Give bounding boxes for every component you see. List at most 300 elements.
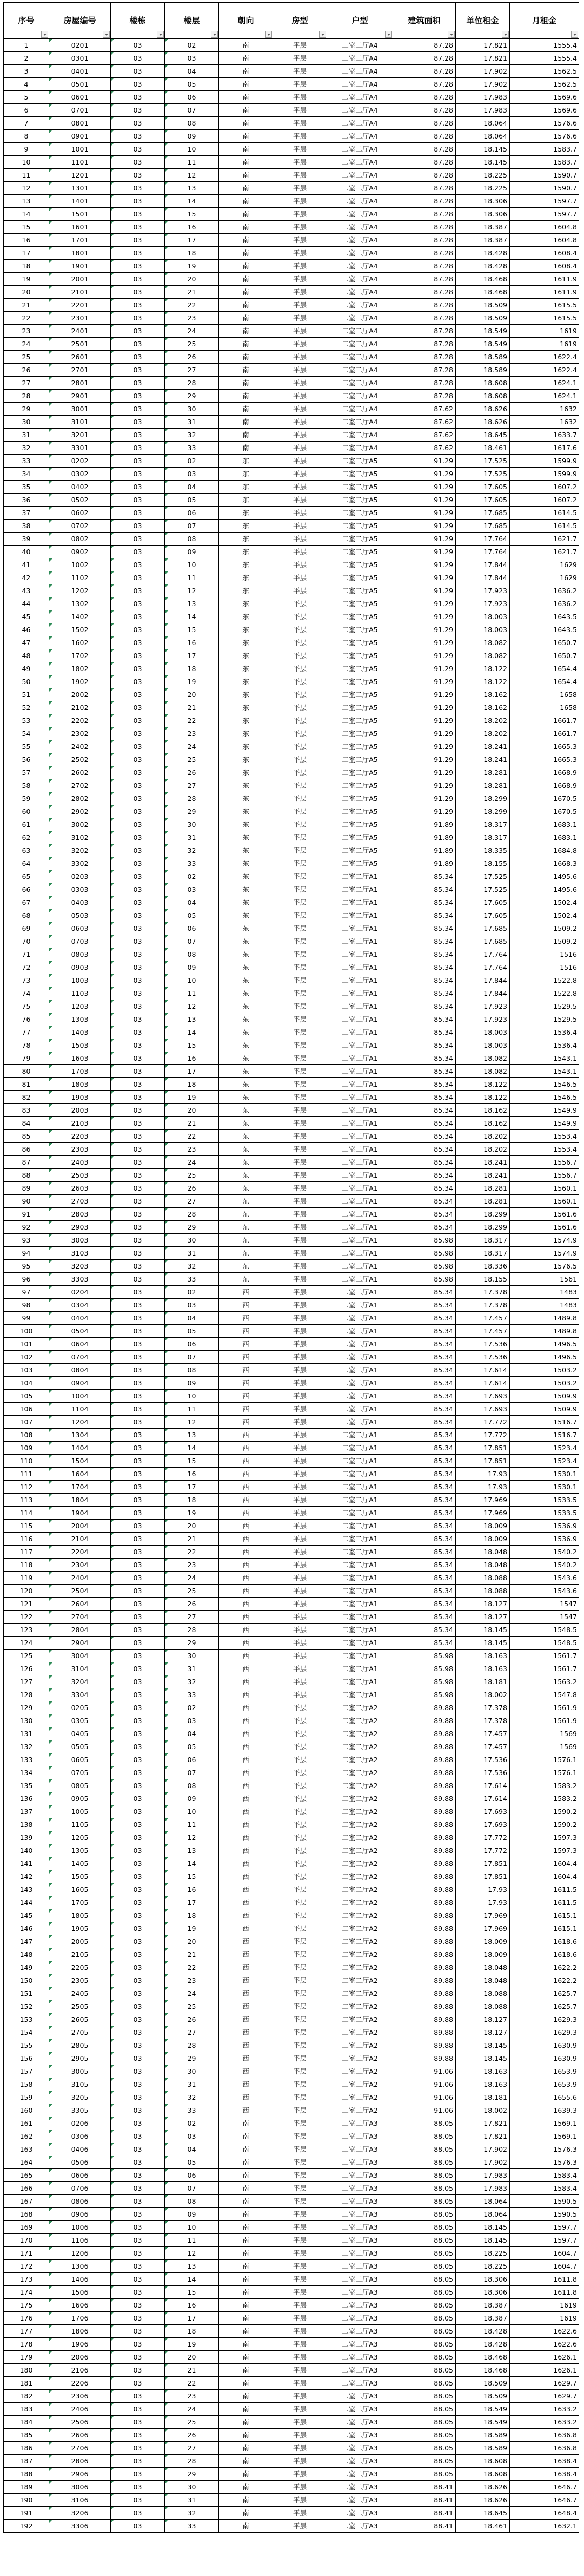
cell-building[interactable]: 03: [111, 1143, 165, 1156]
cell-room-no[interactable]: 2203: [49, 1130, 111, 1143]
cell-room-no[interactable]: 0401: [49, 65, 111, 78]
cell-unit-rent[interactable]: 18.468: [456, 286, 510, 299]
cell-unit-rent[interactable]: 17.764: [456, 961, 510, 974]
cell-seq[interactable]: 48: [4, 649, 49, 662]
cell-orientation[interactable]: 东: [219, 701, 273, 714]
cell-room-type[interactable]: 平层: [273, 481, 327, 494]
cell-floor[interactable]: 25: [165, 1585, 219, 1598]
cell-unit-rent[interactable]: 18.009: [456, 1935, 510, 1948]
cell-orientation[interactable]: 西: [219, 1611, 273, 1624]
cell-building[interactable]: 03: [111, 1468, 165, 1481]
cell-monthly-rent[interactable]: 1516: [510, 961, 579, 974]
cell-room-no[interactable]: 0803: [49, 948, 111, 961]
cell-orientation[interactable]: 西: [219, 1364, 273, 1377]
cell-room-type[interactable]: 平层: [273, 2117, 327, 2130]
cell-unit-rent[interactable]: 18.509: [456, 2377, 510, 2390]
cell-orientation[interactable]: 东: [219, 1026, 273, 1039]
cell-seq[interactable]: 192: [4, 2520, 49, 2533]
cell-monthly-rent[interactable]: 1643.5: [510, 623, 579, 636]
cell-room-type[interactable]: 平层: [273, 117, 327, 130]
cell-area[interactable]: 85.34: [393, 1455, 456, 1468]
cell-seq[interactable]: 4: [4, 78, 49, 91]
cell-area[interactable]: 88.41: [393, 2520, 456, 2533]
cell-building[interactable]: 03: [111, 831, 165, 844]
cell-orientation[interactable]: 西: [219, 1948, 273, 1961]
cell-floor[interactable]: 20: [165, 1520, 219, 1533]
cell-area[interactable]: 85.98: [393, 1273, 456, 1286]
cell-layout[interactable]: 二室二厅A5: [327, 494, 393, 507]
cell-room-no[interactable]: 0902: [49, 546, 111, 558]
cell-room-no[interactable]: 0303: [49, 883, 111, 896]
cell-seq[interactable]: 47: [4, 636, 49, 649]
cell-monthly-rent[interactable]: 1569.6: [510, 104, 579, 117]
cell-seq[interactable]: 112: [4, 1481, 49, 1494]
cell-floor[interactable]: 29: [165, 1637, 219, 1650]
cell-monthly-rent[interactable]: 1607.2: [510, 481, 579, 494]
cell-floor[interactable]: 19: [165, 260, 219, 273]
cell-room-type[interactable]: 平层: [273, 429, 327, 442]
cell-area[interactable]: 85.34: [393, 1546, 456, 1559]
cell-floor[interactable]: 30: [165, 1650, 219, 1662]
cell-seq[interactable]: 138: [4, 1818, 49, 1831]
cell-building[interactable]: 03: [111, 2065, 165, 2078]
cell-room-type[interactable]: 平层: [273, 403, 327, 416]
cell-floor[interactable]: 29: [165, 390, 219, 403]
cell-area[interactable]: 85.34: [393, 1637, 456, 1650]
cell-floor[interactable]: 13: [165, 1844, 219, 1857]
cell-floor[interactable]: 18: [165, 1909, 219, 1922]
cell-layout[interactable]: 二室二厅A3: [327, 2143, 393, 2156]
cell-orientation[interactable]: 西: [219, 1624, 273, 1637]
cell-unit-rent[interactable]: 17.457: [456, 1740, 510, 1753]
cell-unit-rent[interactable]: 17.969: [456, 1922, 510, 1935]
cell-unit-rent[interactable]: 18.145: [456, 1624, 510, 1637]
cell-orientation[interactable]: 西: [219, 1766, 273, 1779]
cell-floor[interactable]: 30: [165, 1234, 219, 1247]
cell-seq[interactable]: 68: [4, 909, 49, 922]
cell-seq[interactable]: 97: [4, 1286, 49, 1299]
cell-floor[interactable]: 02: [165, 2117, 219, 2130]
cell-room-no[interactable]: 3303: [49, 1273, 111, 1286]
cell-building[interactable]: 03: [111, 857, 165, 870]
cell-unit-rent[interactable]: 18.645: [456, 429, 510, 442]
cell-layout[interactable]: 二室二厅A5: [327, 831, 393, 844]
cell-area[interactable]: 91.29: [393, 597, 456, 610]
cell-area[interactable]: 91.29: [393, 805, 456, 818]
cell-orientation[interactable]: 南: [219, 338, 273, 351]
cell-unit-rent[interactable]: 17.536: [456, 1753, 510, 1766]
cell-monthly-rent[interactable]: 1561.7: [510, 1662, 579, 1675]
cell-area[interactable]: 85.34: [393, 870, 456, 883]
cell-area[interactable]: 91.06: [393, 2091, 456, 2104]
cell-area[interactable]: 85.34: [393, 1195, 456, 1208]
cell-seq[interactable]: 187: [4, 2455, 49, 2468]
cell-room-type[interactable]: 平层: [273, 1727, 327, 1740]
cell-room-no[interactable]: 2702: [49, 779, 111, 792]
cell-orientation[interactable]: 西: [219, 1753, 273, 1766]
cell-room-no[interactable]: 2703: [49, 1195, 111, 1208]
cell-monthly-rent[interactable]: 1583.7: [510, 143, 579, 156]
cell-building[interactable]: 03: [111, 610, 165, 623]
cell-floor[interactable]: 16: [165, 636, 219, 649]
cell-building[interactable]: 03: [111, 2052, 165, 2065]
cell-orientation[interactable]: 西: [219, 1533, 273, 1546]
cell-unit-rent[interactable]: 18.122: [456, 1091, 510, 1104]
cell-monthly-rent[interactable]: 1590.7: [510, 182, 579, 195]
cell-room-type[interactable]: 平层: [273, 1078, 327, 1091]
cell-orientation[interactable]: 东: [219, 507, 273, 520]
cell-unit-rent[interactable]: 17.772: [456, 1416, 510, 1429]
cell-layout[interactable]: 二室二厅A5: [327, 714, 393, 727]
cell-layout[interactable]: 二室二厅A5: [327, 636, 393, 649]
cell-monthly-rent[interactable]: 1646.7: [510, 2494, 579, 2507]
cell-area[interactable]: 88.05: [393, 2312, 456, 2325]
cell-orientation[interactable]: 东: [219, 623, 273, 636]
cell-building[interactable]: 03: [111, 1286, 165, 1299]
cell-orientation[interactable]: 南: [219, 2273, 273, 2286]
cell-area[interactable]: 85.34: [393, 948, 456, 961]
cell-layout[interactable]: 二室二厅A4: [327, 338, 393, 351]
cell-building[interactable]: 03: [111, 156, 165, 169]
cell-floor[interactable]: 11: [165, 156, 219, 169]
cell-layout[interactable]: 二室二厅A5: [327, 753, 393, 766]
cell-room-type[interactable]: 平层: [273, 247, 327, 260]
cell-orientation[interactable]: 南: [219, 2156, 273, 2169]
cell-building[interactable]: 03: [111, 2338, 165, 2351]
cell-room-no[interactable]: 1501: [49, 208, 111, 221]
cell-orientation[interactable]: 南: [219, 2507, 273, 2520]
cell-floor[interactable]: 16: [165, 1052, 219, 1065]
cell-room-type[interactable]: 平层: [273, 1325, 327, 1338]
cell-unit-rent[interactable]: 18.122: [456, 675, 510, 688]
cell-floor[interactable]: 06: [165, 1753, 219, 1766]
cell-room-type[interactable]: 平层: [273, 1403, 327, 1416]
cell-building[interactable]: 03: [111, 1818, 165, 1831]
cell-seq[interactable]: 56: [4, 753, 49, 766]
cell-room-no[interactable]: 3005: [49, 2065, 111, 2078]
cell-floor[interactable]: 12: [165, 584, 219, 597]
cell-floor[interactable]: 16: [165, 1883, 219, 1896]
cell-monthly-rent[interactable]: 1590.2: [510, 1818, 579, 1831]
cell-floor[interactable]: 19: [165, 1922, 219, 1935]
cell-building[interactable]: 03: [111, 2026, 165, 2039]
cell-unit-rent[interactable]: 17.851: [456, 1442, 510, 1455]
cell-layout[interactable]: 二室二厅A2: [327, 1935, 393, 1948]
cell-building[interactable]: 03: [111, 546, 165, 558]
cell-unit-rent[interactable]: 18.241: [456, 740, 510, 753]
cell-room-no[interactable]: 0606: [49, 2169, 111, 2182]
cell-seq[interactable]: 61: [4, 818, 49, 831]
cell-monthly-rent[interactable]: 1629: [510, 558, 579, 571]
cell-layout[interactable]: 二室二厅A4: [327, 403, 393, 416]
cell-orientation[interactable]: 东: [219, 974, 273, 987]
cell-monthly-rent[interactable]: 1590.5: [510, 2208, 579, 2221]
cell-floor[interactable]: 17: [165, 649, 219, 662]
cell-room-no[interactable]: 2205: [49, 1961, 111, 1974]
cell-orientation[interactable]: 南: [219, 2260, 273, 2273]
cell-orientation[interactable]: 西: [219, 1740, 273, 1753]
cell-unit-rent[interactable]: 18.589: [456, 2442, 510, 2455]
cell-room-no[interactable]: 1505: [49, 1870, 111, 1883]
cell-monthly-rent[interactable]: 1670.5: [510, 805, 579, 818]
cell-floor[interactable]: 29: [165, 1221, 219, 1234]
cell-floor[interactable]: 23: [165, 1559, 219, 1572]
cell-area[interactable]: 85.98: [393, 1650, 456, 1662]
cell-seq[interactable]: 42: [4, 571, 49, 584]
cell-layout[interactable]: 二室二厅A1: [327, 935, 393, 948]
cell-layout[interactable]: 二室二厅A3: [327, 2273, 393, 2286]
cell-room-type[interactable]: 平层: [273, 2520, 327, 2533]
cell-layout[interactable]: 二室二厅A1: [327, 1377, 393, 1390]
cell-monthly-rent[interactable]: 1618.6: [510, 1935, 579, 1948]
cell-unit-rent[interactable]: 18.155: [456, 857, 510, 870]
cell-building[interactable]: 03: [111, 1273, 165, 1286]
cell-orientation[interactable]: 东: [219, 1273, 273, 1286]
cell-seq[interactable]: 62: [4, 831, 49, 844]
cell-room-no[interactable]: 0801: [49, 117, 111, 130]
cell-room-type[interactable]: 平层: [273, 1766, 327, 1779]
cell-layout[interactable]: 二室二厅A4: [327, 364, 393, 377]
cell-orientation[interactable]: 东: [219, 1156, 273, 1169]
cell-unit-rent[interactable]: 18.082: [456, 649, 510, 662]
cell-building[interactable]: 03: [111, 377, 165, 390]
cell-monthly-rent[interactable]: 1615.1: [510, 1922, 579, 1935]
cell-room-no[interactable]: 1601: [49, 221, 111, 234]
cell-area[interactable]: 91.29: [393, 520, 456, 533]
cell-room-type[interactable]: 平层: [273, 182, 327, 195]
cell-room-type[interactable]: 平层: [273, 1507, 327, 1520]
cell-area[interactable]: 85.34: [393, 1598, 456, 1611]
cell-seq[interactable]: 18: [4, 260, 49, 273]
cell-room-type[interactable]: 平层: [273, 195, 327, 208]
cell-room-type[interactable]: 平层: [273, 1948, 327, 1961]
cell-building[interactable]: 03: [111, 169, 165, 182]
cell-building[interactable]: 03: [111, 1533, 165, 1546]
cell-monthly-rent[interactable]: 1619: [510, 325, 579, 338]
cell-layout[interactable]: 二室二厅A2: [327, 1805, 393, 1818]
cell-area[interactable]: 85.34: [393, 1000, 456, 1013]
cell-floor[interactable]: 06: [165, 2169, 219, 2182]
cell-seq[interactable]: 151: [4, 1987, 49, 2000]
cell-orientation[interactable]: 南: [219, 2143, 273, 2156]
cell-room-type[interactable]: 平层: [273, 2481, 327, 2494]
cell-orientation[interactable]: 南: [219, 2429, 273, 2442]
cell-room-type[interactable]: 平层: [273, 1312, 327, 1325]
cell-unit-rent[interactable]: 18.608: [456, 2468, 510, 2481]
cell-floor[interactable]: 31: [165, 1247, 219, 1260]
cell-seq[interactable]: 75: [4, 1000, 49, 1013]
cell-seq[interactable]: 129: [4, 1701, 49, 1714]
cell-room-no[interactable]: 2303: [49, 1143, 111, 1156]
cell-seq[interactable]: 43: [4, 584, 49, 597]
cell-seq[interactable]: 90: [4, 1195, 49, 1208]
cell-room-type[interactable]: 平层: [273, 1091, 327, 1104]
cell-room-no[interactable]: 1403: [49, 1026, 111, 1039]
cell-room-no[interactable]: 2906: [49, 2468, 111, 2481]
cell-unit-rent[interactable]: 18.181: [456, 2091, 510, 2104]
cell-room-no[interactable]: 1703: [49, 1065, 111, 1078]
cell-monthly-rent[interactable]: 1599.9: [510, 468, 579, 481]
cell-seq[interactable]: 6: [4, 104, 49, 117]
cell-seq[interactable]: 19: [4, 273, 49, 286]
cell-area[interactable]: 85.34: [393, 896, 456, 909]
cell-room-no[interactable]: 2101: [49, 286, 111, 299]
cell-building[interactable]: 03: [111, 2377, 165, 2390]
cell-layout[interactable]: 二室二厅A2: [327, 2013, 393, 2026]
cell-layout[interactable]: 二室二厅A5: [327, 623, 393, 636]
cell-monthly-rent[interactable]: 1549.9: [510, 1104, 579, 1117]
cell-layout[interactable]: 二室二厅A4: [327, 312, 393, 325]
cell-area[interactable]: 91.29: [393, 779, 456, 792]
cell-floor[interactable]: 04: [165, 2143, 219, 2156]
cell-building[interactable]: 03: [111, 1753, 165, 1766]
cell-floor[interactable]: 14: [165, 1442, 219, 1455]
cell-room-type[interactable]: 平层: [273, 2377, 327, 2390]
cell-seq[interactable]: 110: [4, 1455, 49, 1468]
cell-room-type[interactable]: 平层: [273, 2208, 327, 2221]
cell-seq[interactable]: 143: [4, 1883, 49, 1896]
cell-layout[interactable]: 二室二厅A3: [327, 2169, 393, 2182]
cell-monthly-rent[interactable]: 1597.7: [510, 208, 579, 221]
cell-layout[interactable]: 二室二厅A2: [327, 1831, 393, 1844]
cell-unit-rent[interactable]: 18.163: [456, 1662, 510, 1675]
filter-dropdown-icon[interactable]: [211, 31, 218, 38]
cell-seq[interactable]: 5: [4, 91, 49, 104]
cell-building[interactable]: 03: [111, 273, 165, 286]
cell-room-type[interactable]: 平层: [273, 1624, 327, 1637]
cell-orientation[interactable]: 南: [219, 2520, 273, 2533]
cell-room-type[interactable]: 平层: [273, 1117, 327, 1130]
cell-room-no[interactable]: 0601: [49, 91, 111, 104]
cell-room-no[interactable]: 2001: [49, 273, 111, 286]
cell-monthly-rent[interactable]: 1604.4: [510, 1857, 579, 1870]
cell-room-type[interactable]: 平层: [273, 390, 327, 403]
cell-room-type[interactable]: 平层: [273, 2065, 327, 2078]
cell-unit-rent[interactable]: 18.241: [456, 1156, 510, 1169]
cell-orientation[interactable]: 东: [219, 494, 273, 507]
cell-floor[interactable]: 10: [165, 1390, 219, 1403]
cell-building[interactable]: 03: [111, 1948, 165, 1961]
filter-dropdown-icon[interactable]: [103, 31, 110, 38]
cell-layout[interactable]: 二室二厅A1: [327, 987, 393, 1000]
cell-building[interactable]: 03: [111, 312, 165, 325]
cell-floor[interactable]: 33: [165, 2520, 219, 2533]
cell-room-type[interactable]: 平层: [273, 1688, 327, 1701]
cell-monthly-rent[interactable]: 1583.2: [510, 1779, 579, 1792]
cell-orientation[interactable]: 东: [219, 779, 273, 792]
cell-room-no[interactable]: 2803: [49, 1208, 111, 1221]
cell-unit-rent[interactable]: 18.064: [456, 130, 510, 143]
cell-layout[interactable]: 二室二厅A3: [327, 2117, 393, 2130]
cell-orientation[interactable]: 西: [219, 1429, 273, 1442]
cell-monthly-rent[interactable]: 1590.2: [510, 1805, 579, 1818]
cell-building[interactable]: 03: [111, 2117, 165, 2130]
cell-room-no[interactable]: 1805: [49, 1909, 111, 1922]
cell-room-no[interactable]: 0503: [49, 909, 111, 922]
cell-area[interactable]: 85.34: [393, 1312, 456, 1325]
cell-room-type[interactable]: 平层: [273, 78, 327, 91]
cell-room-no[interactable]: 1304: [49, 1429, 111, 1442]
cell-area[interactable]: 89.88: [393, 1922, 456, 1935]
cell-room-no[interactable]: 0403: [49, 896, 111, 909]
cell-monthly-rent[interactable]: 1597.7: [510, 195, 579, 208]
cell-layout[interactable]: 二室二厅A1: [327, 1000, 393, 1013]
cell-area[interactable]: 88.05: [393, 2390, 456, 2403]
cell-layout[interactable]: 二室二厅A4: [327, 247, 393, 260]
cell-unit-rent[interactable]: 18.626: [456, 2494, 510, 2507]
cell-floor[interactable]: 05: [165, 1325, 219, 1338]
cell-room-no[interactable]: 1902: [49, 675, 111, 688]
cell-building[interactable]: 03: [111, 1494, 165, 1507]
cell-area[interactable]: 87.28: [393, 260, 456, 273]
cell-seq[interactable]: 50: [4, 675, 49, 688]
cell-room-type[interactable]: 平层: [273, 857, 327, 870]
cell-layout[interactable]: 二室二厅A5: [327, 546, 393, 558]
cell-room-type[interactable]: 平层: [273, 1104, 327, 1117]
cell-floor[interactable]: 22: [165, 1546, 219, 1559]
cell-seq[interactable]: 40: [4, 546, 49, 558]
cell-building[interactable]: 03: [111, 416, 165, 429]
cell-floor[interactable]: 27: [165, 2026, 219, 2039]
cell-area[interactable]: 91.29: [393, 468, 456, 481]
cell-seq[interactable]: 91: [4, 1208, 49, 1221]
cell-building[interactable]: 03: [111, 1961, 165, 1974]
cell-room-type[interactable]: 平层: [273, 1390, 327, 1403]
cell-layout[interactable]: 二室二厅A5: [327, 766, 393, 779]
cell-room-no[interactable]: 3104: [49, 1662, 111, 1675]
cell-seq[interactable]: 160: [4, 2104, 49, 2117]
cell-room-type[interactable]: 平层: [273, 870, 327, 883]
cell-monthly-rent[interactable]: 1619: [510, 338, 579, 351]
cell-orientation[interactable]: 西: [219, 1559, 273, 1572]
cell-room-no[interactable]: 3001: [49, 403, 111, 416]
cell-monthly-rent[interactable]: 1540.2: [510, 1546, 579, 1559]
cell-unit-rent[interactable]: 18.003: [456, 610, 510, 623]
cell-seq[interactable]: 35: [4, 481, 49, 494]
cell-seq[interactable]: 191: [4, 2507, 49, 2520]
cell-unit-rent[interactable]: 17.605: [456, 896, 510, 909]
cell-area[interactable]: 89.88: [393, 2039, 456, 2052]
cell-layout[interactable]: 二室二厅A1: [327, 1338, 393, 1351]
cell-unit-rent[interactable]: 18.127: [456, 1598, 510, 1611]
cell-area[interactable]: 91.89: [393, 818, 456, 831]
cell-orientation[interactable]: 东: [219, 610, 273, 623]
cell-area[interactable]: 87.28: [393, 143, 456, 156]
cell-room-type[interactable]: 平层: [273, 935, 327, 948]
cell-layout[interactable]: 二室二厅A4: [327, 260, 393, 273]
cell-room-no[interactable]: 2701: [49, 364, 111, 377]
header-orientation[interactable]: 朝向: [219, 3, 273, 39]
cell-room-no[interactable]: 0705: [49, 1766, 111, 1779]
cell-room-no[interactable]: 2003: [49, 1104, 111, 1117]
cell-area[interactable]: 88.05: [393, 2325, 456, 2338]
cell-seq[interactable]: 168: [4, 2208, 49, 2221]
cell-orientation[interactable]: 南: [219, 364, 273, 377]
cell-building[interactable]: 03: [111, 1156, 165, 1169]
cell-room-no[interactable]: 2004: [49, 1520, 111, 1533]
cell-room-no[interactable]: 2606: [49, 2429, 111, 2442]
cell-unit-rent[interactable]: 18.335: [456, 844, 510, 857]
cell-room-no[interactable]: 2506: [49, 2416, 111, 2429]
cell-room-type[interactable]: 平层: [273, 2091, 327, 2104]
cell-unit-rent[interactable]: 18.387: [456, 2312, 510, 2325]
cell-orientation[interactable]: 东: [219, 1013, 273, 1026]
cell-orientation[interactable]: 南: [219, 104, 273, 117]
header-room-no[interactable]: 房屋编号: [49, 3, 111, 39]
cell-orientation[interactable]: 南: [219, 312, 273, 325]
cell-layout[interactable]: 二室二厅A5: [327, 857, 393, 870]
cell-room-type[interactable]: 平层: [273, 1987, 327, 2000]
